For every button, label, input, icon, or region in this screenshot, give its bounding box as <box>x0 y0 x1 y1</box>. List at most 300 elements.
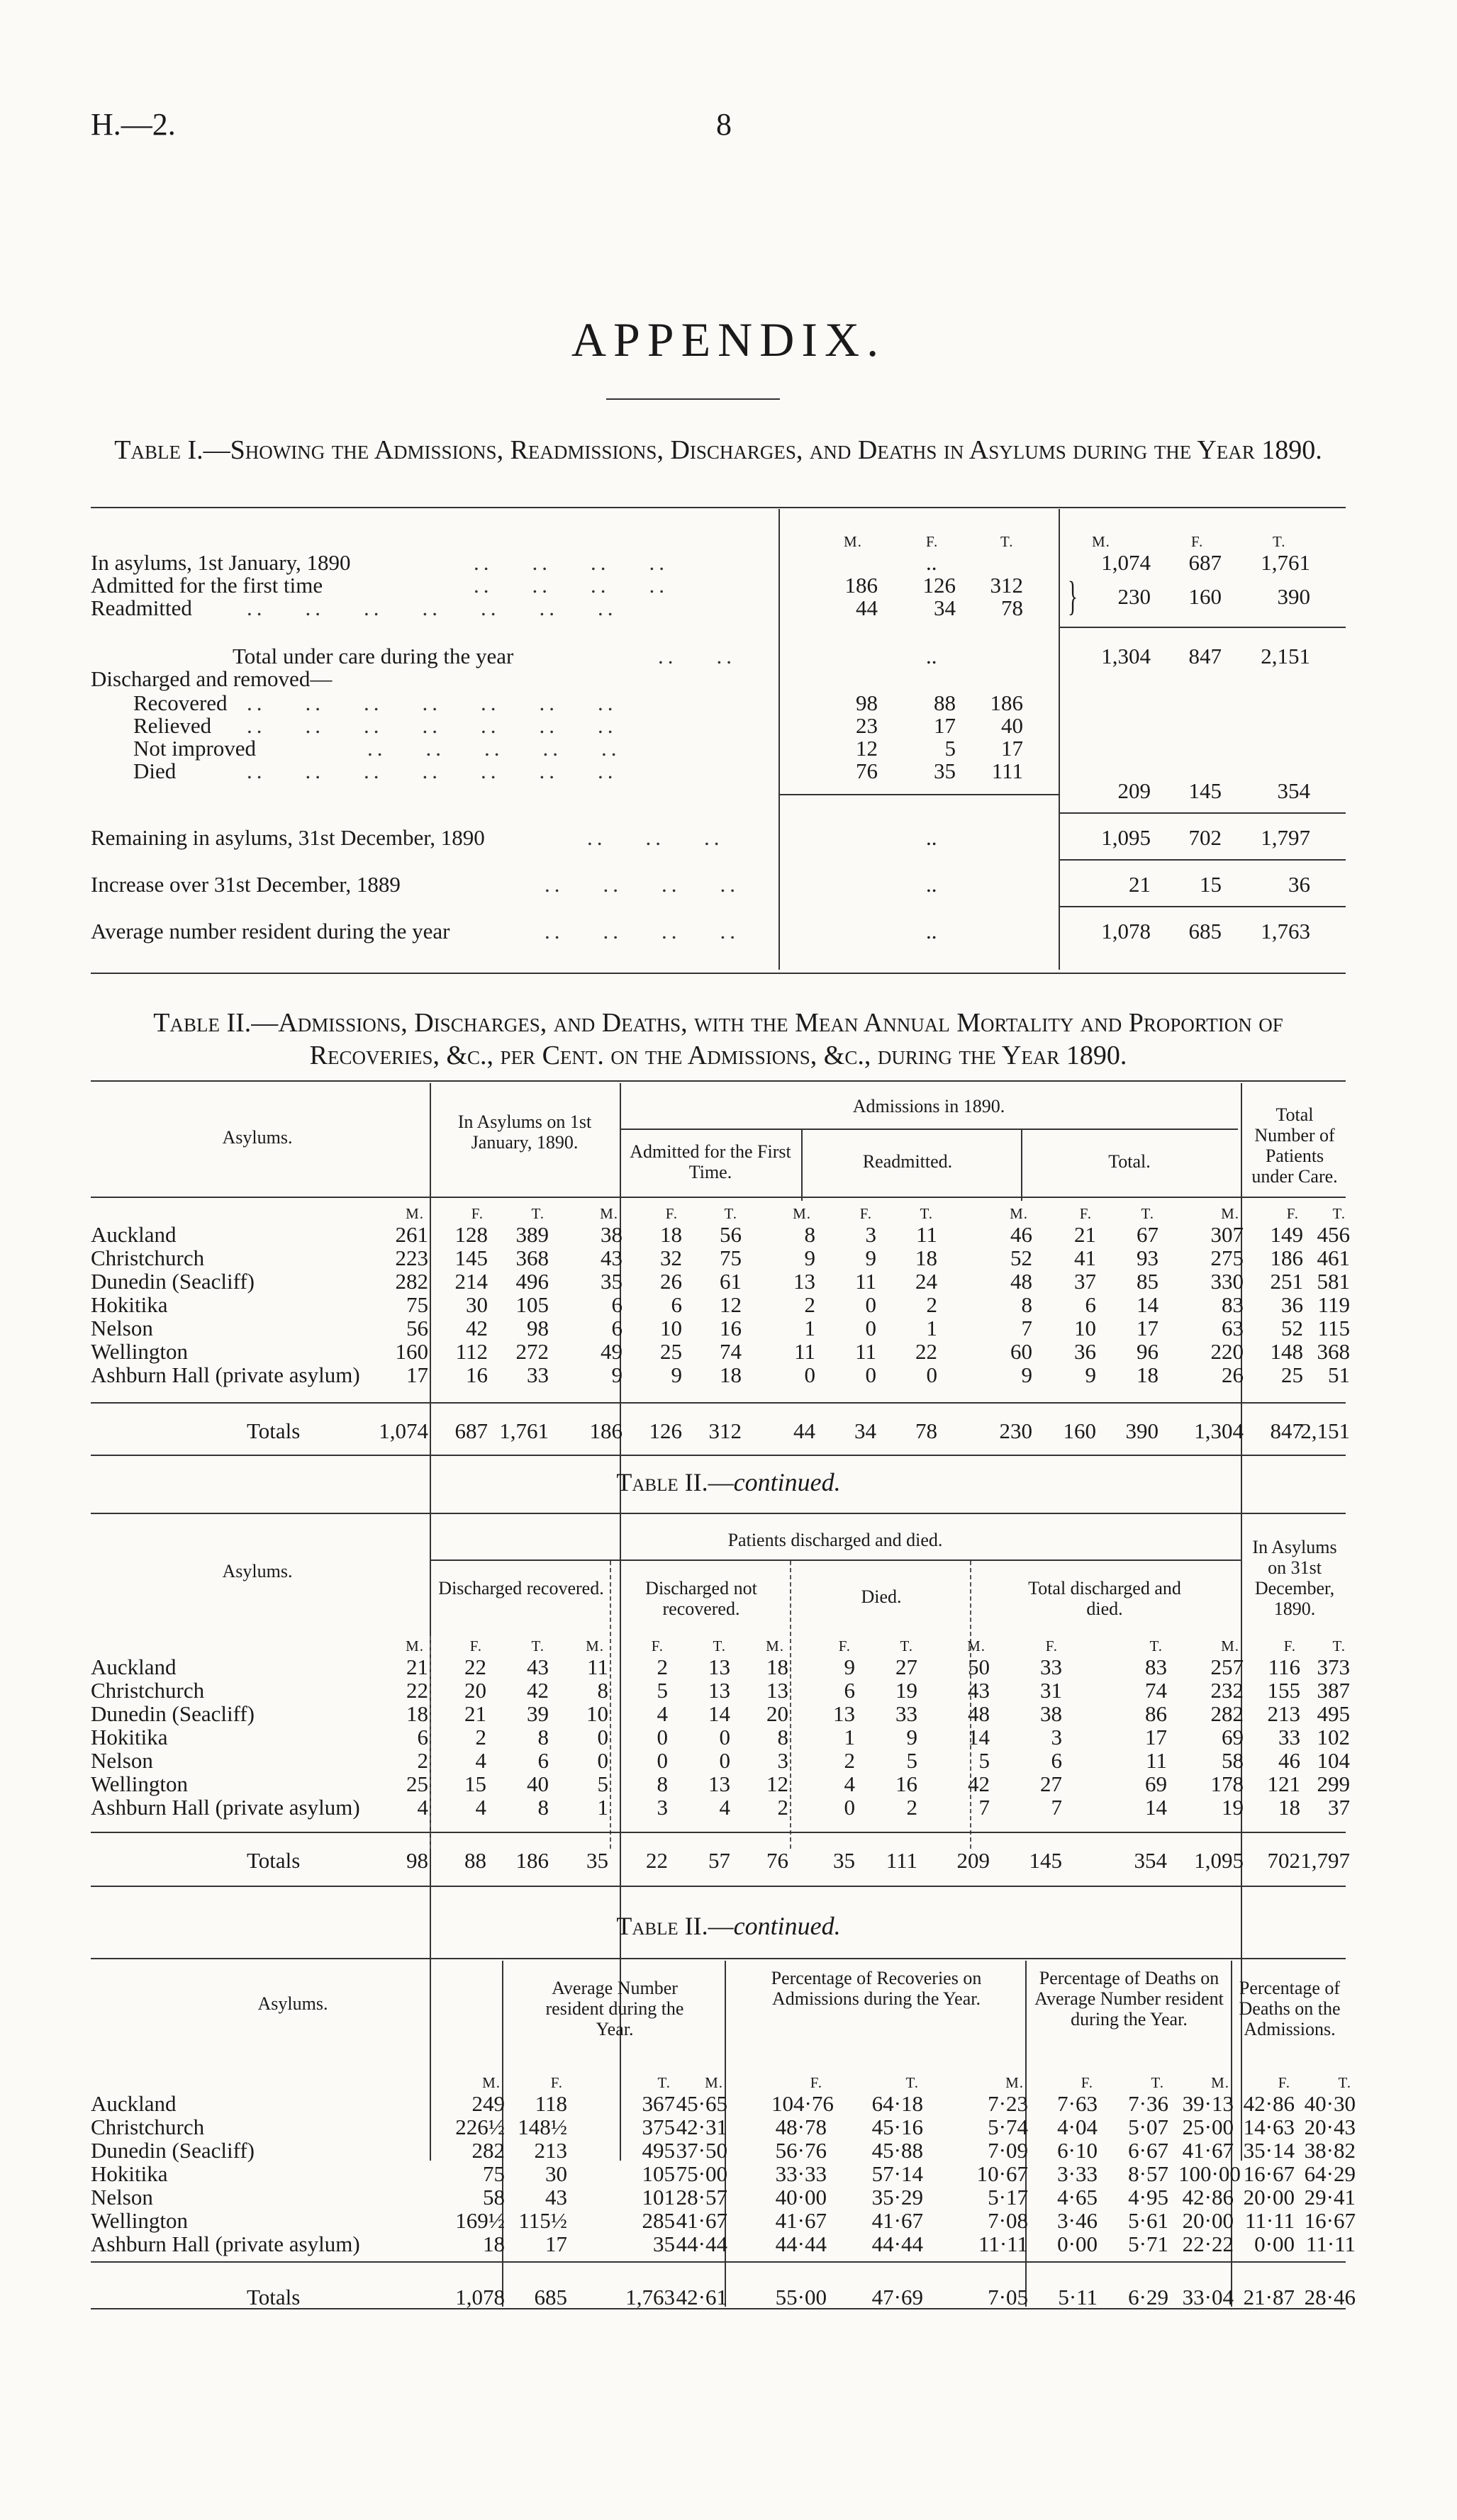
table-cell: 11·11 <box>1305 2231 1356 2256</box>
table-cell: 285 <box>642 2208 675 2233</box>
table-cell: 57·14 <box>871 2161 923 2186</box>
table-cell: 48 <box>968 1701 990 1726</box>
t1-average-m: 1,078 <box>1101 919 1151 943</box>
table-cell: 160 <box>395 1339 428 1364</box>
t1-relieved-f: 17 <box>934 713 956 738</box>
table-cell: 226½ <box>455 2115 505 2139</box>
table1-top-rule <box>91 507 1346 508</box>
t1-not-improved-f: 5 <box>944 736 956 761</box>
table-cell: 25·00 <box>1182 2115 1234 2139</box>
table-cell: 75 <box>406 1292 428 1317</box>
t1-mid-rule <box>778 794 1059 795</box>
table-cell: 25 <box>660 1339 682 1364</box>
table-cell: 14 <box>1137 1292 1159 1317</box>
table-cell: 10 <box>660 1316 682 1340</box>
table-cell: 46 <box>1278 1748 1300 1773</box>
table-cell: 39·13 <box>1182 2091 1234 2116</box>
table-cell: 13 <box>793 1269 815 1294</box>
table2-caption <box>91 1007 1346 1072</box>
table-cell: 7·08 <box>988 2208 1028 2233</box>
table4-top-rule <box>91 1958 1346 1959</box>
table-cell: 18 <box>483 2231 505 2256</box>
table-cell: 0 <box>597 1748 608 1773</box>
table-cell: 41 <box>1074 1245 1096 1270</box>
totals-cell: 145 <box>1029 1848 1062 1873</box>
table-cell: 0·00 <box>1254 2231 1295 2256</box>
totals-cell: 21·87 <box>1243 2285 1295 2309</box>
table-cell: 232 <box>1210 1678 1244 1703</box>
asylum-name: Ashburn Hall (private asylum) <box>91 2231 360 2256</box>
t1-leader: .. .. .. .. .. .. .. <box>247 690 618 715</box>
table-cell: 27 <box>895 1654 917 1679</box>
table-cell: 18 <box>1137 1362 1159 1387</box>
t1-readmitted-label: Readmitted <box>91 595 192 620</box>
table3-caption-italic: continued. <box>733 1468 841 1496</box>
totals-cell: 55·00 <box>775 2285 827 2309</box>
t1-increase-mid: .. <box>926 872 937 897</box>
table-cell: 32 <box>660 1245 682 1270</box>
table-cell: 6 <box>611 1316 623 1340</box>
t1-right-rule <box>1059 812 1346 814</box>
table-cell: 9 <box>804 1245 815 1270</box>
table-cell: 3·46 <box>1057 2208 1098 2233</box>
t2-header-rule <box>91 1197 1346 1198</box>
table-cell: 49 <box>601 1339 623 1364</box>
table-cell: 45·88 <box>871 2138 923 2163</box>
t2-h-first-time: Admitted for the First Time. <box>630 1141 791 1182</box>
table-cell: 16 <box>466 1362 488 1387</box>
t1-disch-total-t: 354 <box>1277 778 1310 803</box>
table-cell: 75 <box>483 2161 505 2186</box>
totals-cell: 847 <box>1270 1418 1303 1443</box>
totals-cell: 1,074 <box>379 1418 428 1443</box>
table-cell: 74 <box>1145 1678 1167 1703</box>
t1-adm-total-m: 230 <box>1117 584 1151 609</box>
t1-admitted-m: 186 <box>844 573 878 598</box>
table-cell: 18 <box>660 1222 682 1247</box>
asylum-name: Christchurch <box>91 1245 205 1270</box>
table-cell: 42·31 <box>676 2115 727 2139</box>
t1-readmitted-t: 78 <box>1001 595 1023 620</box>
table-cell: 3 <box>657 1795 668 1820</box>
table-cell: 21 <box>406 1654 428 1679</box>
totals-cell: 35 <box>586 1848 608 1873</box>
table-cell: 5·61 <box>1128 2208 1168 2233</box>
table-cell: 28·57 <box>676 2185 727 2210</box>
totals-cell: 78 <box>915 1418 937 1443</box>
table-cell: 96 <box>1137 1339 1159 1364</box>
t1-disch-total-m: 209 <box>1117 778 1151 803</box>
mft-header: T. <box>657 2074 671 2091</box>
table-cell: 31 <box>1040 1678 1062 1703</box>
table-cell: 24 <box>915 1269 937 1294</box>
t1-total-care-mid: .. <box>926 644 937 668</box>
table-cell: 456 <box>1317 1222 1350 1247</box>
totals-cell: 354 <box>1134 1848 1167 1873</box>
table-cell: 17 <box>1137 1316 1159 1340</box>
mft-header: T. <box>920 1205 933 1222</box>
mft-header: F. <box>471 1205 484 1222</box>
t4-totals-rule <box>91 2261 1346 2263</box>
table-cell: 38 <box>601 1222 623 1247</box>
table-cell: 2 <box>844 1748 855 1773</box>
table-cell: 37·50 <box>676 2138 727 2163</box>
asylum-name: Wellington <box>91 1771 188 1796</box>
mft-header: F. <box>1278 2074 1290 2091</box>
t3-totals-rule <box>91 1832 1346 1833</box>
table-cell: 5 <box>978 1748 990 1773</box>
t2-h-in-asylums: In Asylums on 1st January, 1890. <box>457 1111 592 1153</box>
asylum-name: Auckland <box>91 1654 177 1679</box>
t1-adm-total-t: 390 <box>1277 584 1310 609</box>
table-cell: 18 <box>915 1245 937 1270</box>
t1-leader: .. .. .. .. <box>545 919 739 943</box>
table-cell: 0 <box>865 1316 876 1340</box>
asylum-name: Auckland <box>91 2091 177 2116</box>
table-cell: 105 <box>642 2161 675 2186</box>
t4-h-deaths-avg: Percentage of Deaths on Average Number resident during the Year. <box>1034 1968 1224 2029</box>
totals-cell: 34 <box>854 1418 876 1443</box>
table-cell: 10·67 <box>976 2161 1028 2186</box>
table-cell: 41·67 <box>871 2208 923 2233</box>
table4-caption-prefix: Table II.— <box>616 1912 734 1940</box>
t1-average-t: 1,763 <box>1261 919 1310 943</box>
table1 <box>91 509 1346 970</box>
table-cell: 2 <box>777 1795 788 1820</box>
table-cell: 387 <box>1317 1678 1350 1703</box>
table-cell: 9 <box>844 1654 855 1679</box>
mft-header: T. <box>1338 2074 1351 2091</box>
table-cell: 14·63 <box>1243 2115 1295 2139</box>
table-cell: 11·11 <box>978 2231 1028 2256</box>
table-cell: 43 <box>968 1678 990 1703</box>
table-cell: 13 <box>708 1678 730 1703</box>
table-cell: 7 <box>1051 1795 1062 1820</box>
t1-recovered-label: Recovered <box>133 690 228 715</box>
table-cell: 41·67 <box>676 2208 727 2233</box>
table1-caption-prefix: Table I. <box>114 435 203 465</box>
mft-header: F. <box>859 1205 872 1222</box>
table-cell: 9 <box>865 1245 876 1270</box>
table-cell: 7 <box>978 1795 990 1820</box>
totals-cell: 1,761 <box>499 1418 549 1443</box>
t1-right-rule <box>1059 627 1346 628</box>
mft-header: T. <box>713 1637 726 1654</box>
table-cell: 116 <box>1268 1654 1300 1679</box>
asylum-name: Christchurch <box>91 1678 205 1703</box>
table-cell: 4 <box>719 1795 730 1820</box>
table-cell: 6 <box>537 1748 549 1773</box>
table-cell: 8 <box>657 1771 668 1796</box>
totals-cell: 44 <box>793 1418 815 1443</box>
table-cell: 9 <box>1085 1362 1096 1387</box>
t1-leader: .. .. .. <box>587 825 724 850</box>
table-cell: 46 <box>1010 1222 1032 1247</box>
totals-cell: 98 <box>406 1848 428 1873</box>
asylum-name: Hokitika <box>91 1292 168 1317</box>
table-cell: 2 <box>926 1292 937 1317</box>
table4-caption <box>0 1911 1457 1941</box>
totals-cell: 390 <box>1125 1418 1159 1443</box>
asylum-name: Nelson <box>91 2185 153 2210</box>
table-cell: 5·07 <box>1128 2115 1168 2139</box>
totals-cell: 1,078 <box>455 2285 505 2309</box>
table-cell: 155 <box>1267 1678 1300 1703</box>
table-cell: 5 <box>906 1748 917 1773</box>
table-cell: 56 <box>406 1316 428 1340</box>
mft-header: M. <box>1005 2074 1024 2091</box>
t1-died-f: 35 <box>934 758 956 783</box>
table-cell: 29·41 <box>1304 2185 1356 2210</box>
table-cell: 275 <box>1210 1245 1244 1270</box>
t1-died-t: 111 <box>991 758 1023 783</box>
table-cell: 22 <box>406 1678 428 1703</box>
table-cell: 37 <box>1074 1269 1096 1294</box>
table-cell: 17 <box>406 1362 428 1387</box>
table-cell: 19 <box>1222 1795 1244 1820</box>
table-cell: 11 <box>855 1339 876 1364</box>
mft-header: T. <box>1151 2074 1164 2091</box>
asylum-name: Ashburn Hall (private asylum) <box>91 1795 360 1820</box>
t2-h-subrule <box>620 1129 1238 1130</box>
table-cell: 40·30 <box>1304 2091 1356 2116</box>
table3-divider <box>430 1636 431 1849</box>
mft-header: M. <box>967 1637 986 1654</box>
table-cell: 22 <box>915 1339 937 1364</box>
table-cell: 21 <box>1074 1222 1096 1247</box>
table-cell: 19 <box>895 1678 917 1703</box>
table-cell: 299 <box>1317 1771 1350 1796</box>
mft-header: F. <box>469 1637 482 1654</box>
mft-header: T. <box>724 1205 737 1222</box>
mft-header: M. <box>586 1637 604 1654</box>
mft-header: F. <box>1079 1205 1092 1222</box>
table-cell: 67 <box>1137 1222 1159 1247</box>
asylum-name: Dunedin (Seacliff) <box>91 2138 255 2163</box>
t1-relieved-m: 23 <box>856 713 878 738</box>
table-cell: 251 <box>1270 1269 1303 1294</box>
table-cell: 16·67 <box>1304 2208 1356 2233</box>
t1-leader: .. .. .. .. <box>474 573 669 598</box>
table-cell: 38 <box>1040 1701 1062 1726</box>
t1-leader: .. .. .. .. .. <box>367 736 621 761</box>
table-cell: 17 <box>545 2231 567 2256</box>
t1-readmitted-m: 44 <box>856 595 878 620</box>
table-cell: 44·44 <box>676 2231 727 2256</box>
t1-remaining-label: Remaining in asylums, 31st December, 1890 <box>91 825 485 850</box>
table-cell: 11 <box>587 1654 608 1679</box>
table-cell: 118 <box>535 2091 567 2116</box>
t3-h-subrule <box>430 1559 1241 1561</box>
table-cell: 8 <box>597 1678 608 1703</box>
table-cell: 43 <box>601 1245 623 1270</box>
asylum-name: Christchurch <box>91 2115 205 2139</box>
table-cell: 214 <box>454 1269 488 1294</box>
t1-admitted-f: 126 <box>922 573 956 598</box>
t2-h-total-care: Total Number of Patients under Care. <box>1251 1104 1338 1187</box>
table1-divider <box>1059 509 1060 970</box>
table-cell: 43 <box>545 2185 567 2210</box>
table-cell: 7·09 <box>988 2138 1028 2163</box>
t1-disch-total-f: 145 <box>1188 778 1222 803</box>
table-cell: 104·76 <box>771 2091 834 2116</box>
table-cell: 33 <box>527 1362 549 1387</box>
table3-bottom-rule <box>91 1886 1346 1887</box>
t1-increase-f: 15 <box>1200 872 1222 897</box>
table-cell: 367 <box>642 2091 675 2116</box>
table-cell: 257 <box>1210 1654 1244 1679</box>
table-cell: 5·71 <box>1128 2231 1168 2256</box>
totals-cell: 209 <box>956 1848 990 1873</box>
mft-header: F. <box>651 1637 664 1654</box>
table-cell: 98 <box>527 1316 549 1340</box>
table-cell: 12 <box>720 1292 742 1317</box>
t1-not-improved-t: 17 <box>1001 736 1023 761</box>
t1-admitted-label: Admitted for the first time <box>91 573 323 598</box>
t1-leader: .. .. .. .. <box>474 550 669 575</box>
table-cell: 58 <box>483 2185 505 2210</box>
table-cell: 272 <box>515 1339 549 1364</box>
table-cell: 100·00 <box>1178 2161 1241 2186</box>
table-cell: 20·00 <box>1243 2185 1295 2210</box>
table-cell: 148 <box>1270 1339 1303 1364</box>
table-cell: 389 <box>515 1222 549 1247</box>
totals-cell: 230 <box>999 1418 1032 1443</box>
t4-h-deaths-adm: Percentage of Deaths on the Admissions. <box>1239 1978 1341 2039</box>
t1-admitted-t: 312 <box>990 573 1023 598</box>
table-cell: 42 <box>968 1771 990 1796</box>
t1-recovered-m: 98 <box>856 690 878 715</box>
totals-cell: 687 <box>454 1418 488 1443</box>
asylum-name: Wellington <box>91 1339 188 1364</box>
mft-header: M. <box>1221 1205 1239 1222</box>
table-cell: 11 <box>855 1269 876 1294</box>
totals-label: Totals <box>247 1418 301 1443</box>
mft-header: M. <box>1211 2074 1229 2091</box>
t3-h-total: Total discharged and died. <box>1028 1578 1181 1619</box>
table-cell: 14 <box>968 1725 990 1749</box>
table-cell: 0 <box>719 1748 730 1773</box>
table-cell: 112 <box>455 1339 488 1364</box>
totals-cell: 702 <box>1267 1848 1300 1873</box>
table-cell: 249 <box>471 2091 505 2116</box>
t3-h-died: Died. <box>861 1586 902 1607</box>
asylum-name: Dunedin (Seacliff) <box>91 1701 255 1726</box>
t1-right-rule <box>1059 906 1346 907</box>
t4-h-average: Average Number resident during the Year. <box>545 1978 684 2039</box>
mft-header: M. <box>406 1637 424 1654</box>
t1-leader: .. .. <box>658 644 736 668</box>
table-cell: 40 <box>527 1771 549 1796</box>
table-cell: 18 <box>766 1654 788 1679</box>
table-cell: 17 <box>1145 1725 1167 1749</box>
table-cell: 223 <box>395 1245 428 1270</box>
table-cell: 2 <box>804 1292 815 1317</box>
table-cell: 75·00 <box>676 2161 727 2186</box>
t1-in-asylums-label: In asylums, 1st January, 1890 <box>91 550 351 575</box>
t1-in-asylums-f: 687 <box>1188 550 1222 575</box>
table-cell: 35·14 <box>1243 2138 1295 2163</box>
table-cell: 1 <box>597 1795 608 1820</box>
totals-cell: 5·11 <box>1058 2285 1098 2309</box>
table-cell: 0·00 <box>1057 2231 1098 2256</box>
table4-header <box>91 1961 1346 2074</box>
t1-readmitted-f: 34 <box>934 595 956 620</box>
t4-h-recoveries: Percentage of Recoveries on Admissions during the Year. <box>771 1968 982 2009</box>
table-cell: 261 <box>395 1222 428 1247</box>
table-cell: 8 <box>537 1795 549 1820</box>
table-cell: 35·29 <box>871 2185 923 2210</box>
mft-header: M. <box>766 1637 784 1654</box>
t1-relieved-label: Relieved <box>133 713 212 738</box>
mft-header: F. <box>1081 2074 1093 2091</box>
table-cell: 13 <box>708 1654 730 1679</box>
table-cell: 33 <box>1040 1654 1062 1679</box>
table-cell: 18 <box>1278 1795 1300 1820</box>
table-cell: 60 <box>1010 1339 1032 1364</box>
totals-cell: 33·04 <box>1182 2285 1234 2309</box>
asylum-name: Hokitika <box>91 2161 168 2186</box>
t1-remaining-mid: .. <box>926 825 937 850</box>
table-cell: 495 <box>1317 1701 1350 1726</box>
table-cell: 1 <box>926 1316 937 1340</box>
table-cell: 0 <box>597 1725 608 1749</box>
t4-h-asylums: Asylums. <box>257 1993 328 2014</box>
totals-cell: 1,797 <box>1300 1848 1350 1873</box>
mft-header: T. <box>1141 1205 1154 1222</box>
t1-died-m: 76 <box>856 758 878 783</box>
table-cell: 40·00 <box>775 2185 827 2210</box>
t1-right-m: M. <box>1092 533 1110 550</box>
table-cell: 0 <box>865 1362 876 1387</box>
t1-mid-m: M. <box>844 533 862 550</box>
page-number: 8 <box>716 107 732 142</box>
appendix-title: APPENDIX. <box>571 313 886 366</box>
table-cell: 495 <box>642 2138 675 2163</box>
table-cell: 0 <box>657 1748 668 1773</box>
table-cell: 282 <box>471 2138 505 2163</box>
t2-h-admissions: Admissions in 1890. <box>852 1096 1005 1116</box>
table-cell: 25 <box>1281 1362 1303 1387</box>
t1-total-care-f: 847 <box>1188 644 1222 668</box>
table-cell: 13 <box>708 1771 730 1796</box>
t1-in-asylums-mid: .. <box>926 550 937 575</box>
table-cell: 35 <box>653 2231 675 2256</box>
table3-divider <box>610 1561 611 1849</box>
table-cell: 50 <box>968 1654 990 1679</box>
table-cell: 22 <box>464 1654 486 1679</box>
totals-cell: 22 <box>646 1848 668 1873</box>
asylum-name: Hokitika <box>91 1725 168 1749</box>
totals-cell: 111 <box>886 1848 917 1873</box>
table-cell: 375 <box>642 2115 675 2139</box>
table-cell: 16 <box>720 1316 742 1340</box>
t1-in-asylums-m: 1,074 <box>1101 550 1151 575</box>
table-cell: 128 <box>454 1222 488 1247</box>
table-cell: 102 <box>1317 1725 1350 1749</box>
mft-header: F. <box>1286 1205 1299 1222</box>
table-cell: 42 <box>527 1678 549 1703</box>
table2-top-rule <box>91 1080 1346 1082</box>
totals-cell: 1,095 <box>1194 1848 1244 1873</box>
mft-header: M. <box>482 2074 501 2091</box>
mft-header: M. <box>705 2074 723 2091</box>
mft-header: T. <box>531 1637 545 1654</box>
table-cell: 13 <box>766 1678 788 1703</box>
totals-cell: 186 <box>589 1418 623 1443</box>
table-cell: 373 <box>1317 1654 1350 1679</box>
table-cell: 213 <box>1267 1701 1300 1726</box>
